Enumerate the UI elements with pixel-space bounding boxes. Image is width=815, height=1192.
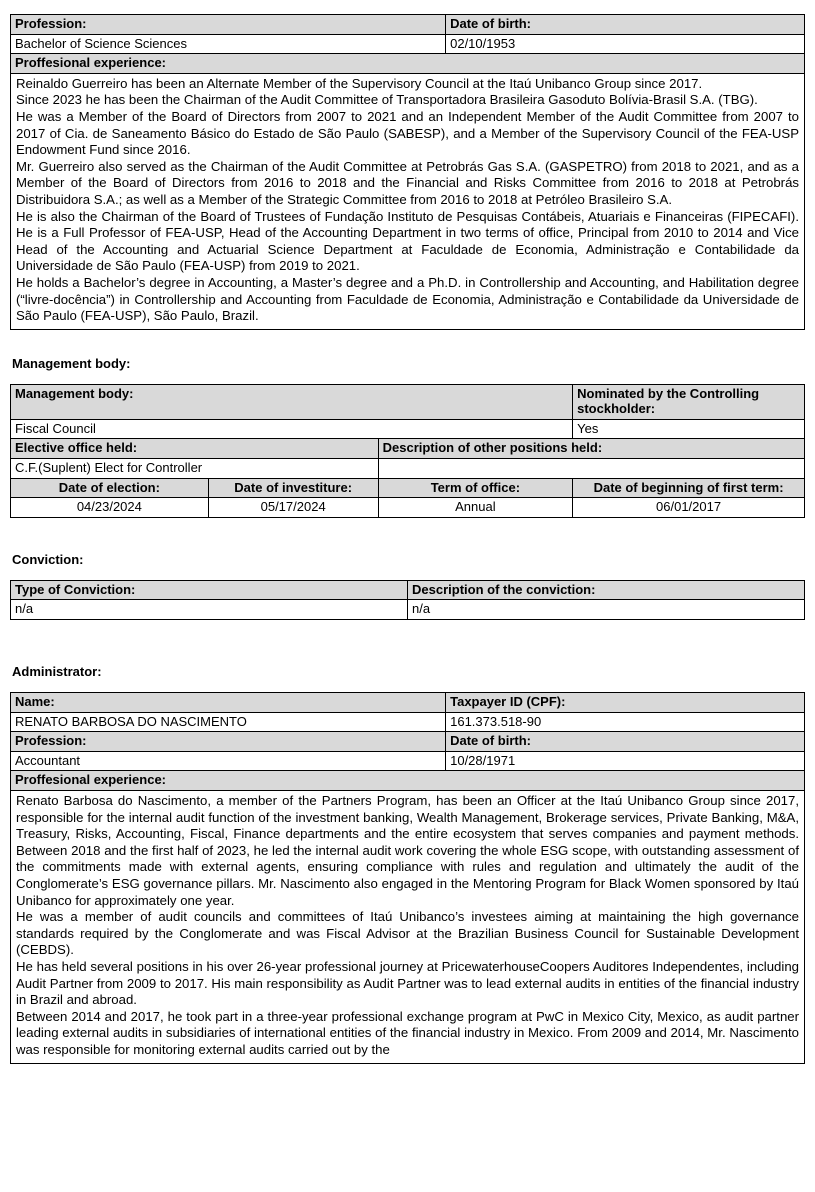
admin-cpf-value: 161.373.518-90 — [446, 712, 805, 732]
experience-text — [11, 73, 805, 329]
admin-dob-value: 10/28/1971 — [446, 751, 805, 771]
table-row — [11, 478, 805, 498]
experience-paragraph: Between 2014 and 2017, he took part in a three-year professional exchange program at PwC in Mexico City, Mexico, as audit partner leading external audits in subsidiaries of international entities of the financial industry in Mexico. From 2009 and 2014, Mr. Nascimento was responsible for monitoring external audits carried out by the — [16, 1008, 799, 1057]
administrator-section-title: Administrator: — [12, 664, 102, 680]
profession-label: Profession: — [11, 15, 446, 35]
table-row — [11, 600, 805, 620]
table-row — [11, 34, 805, 54]
election-date-label: Date of election: — [11, 478, 209, 498]
conviction-table — [10, 580, 805, 620]
conviction-type-label: Type of Conviction: — [11, 580, 408, 600]
conviction-type-value: n/a — [11, 600, 408, 620]
experience-paragraph: Reinaldo Guerreiro has been an Alternate Member of the Supervisory Council at the Itaú Unibanco Group since 2017. — [16, 75, 703, 91]
elective-office-value: C.F.(Suplent) Elect for Controller — [11, 459, 379, 479]
nominated-label: Nominated by the Controlling stockholder: — [573, 384, 805, 419]
table-row — [11, 712, 805, 732]
admin-name-label: Name: — [11, 693, 446, 713]
term-of-office-label: Term of office: — [378, 478, 573, 498]
table-row — [11, 419, 805, 439]
admin-experience-text — [11, 791, 805, 1064]
experience-paragraph: He was a member of audit councils and committees of Itaú Unibanco’s investees aiming at maintaining the high governance standards required by the Conglomerate and was Fiscal Advisor at the Brazilian Business Council for Sustainable Development (CEBDS). — [16, 909, 799, 958]
table-row — [11, 751, 805, 771]
profession-value: Bachelor of Science Sciences — [11, 34, 446, 54]
admin-name-value: RENATO BARBOSA DO NASCIMENTO — [11, 712, 446, 732]
conviction-description-value: n/a — [408, 600, 805, 620]
experience-paragraph: He has held several positions in his over 26-year professional journey at PricewaterhouseCoopers Auditores Independentes, including Audit Partner from 2009 to 2017. His main responsibility as Audit Partner was to lead external audits in entities of the financial industry in Brazil and abroad. — [16, 958, 799, 1008]
table-row — [11, 15, 805, 35]
experience-paragraph: Since 2023 he has been the Chairman of the Audit Committee of Transportadora Brasileira Gasoduto Bolívia-Brasil S.A. (TBG). — [16, 92, 758, 108]
experience-paragraph: Renato Barbosa do Nascimento, a member of the Partners Program, has been an Officer at the Itaú Unibanco Group since 2017, responsible for the internal audit function of the investment banking, Wealth Management, Brokerage services, Private Banking, M&A, Treasury, Risks, Accounting, Fiscal, Finance departments and the entire ecosystem that serves companies and payment methods. Between 2018 and the first half of 2023, he led the internal audit work covering the whole ESG scope, with outstanding assessment of the commitments made with external agents, ensuring compliance with rules and regulation and ultimately the audit of the Conglomerate’s ESG governance pillars. Mr. Nascimento also engaged in the Mentoring Program for Black Women sponsored by Itaú Unibanco for approximately one year. — [16, 793, 799, 908]
elective-office-label: Elective office held: — [11, 439, 379, 459]
experience-paragraph: He is also the Chairman of the Board of Trustees of Fundação Instituto de Pesquisas Contábeis, Atuariais e Financeiras (FIPECAFI). He is a Full Professor of FEA-USP, Head of the Accounting Department in two terms of office, Principal from 2010 to 2014 and Vice Head of the Accounting and Actuarial Science Department at Faculdade de Economia, Administração e Contabilidade da Universidade de São Paulo (FEA-USP) from 2019 to 2021. — [16, 208, 799, 274]
first-term-value: 06/01/2017 — [573, 498, 805, 518]
conviction-section-title: Conviction: — [12, 551, 84, 567]
other-positions-value — [378, 459, 804, 479]
election-date-value: 04/23/2024 — [11, 498, 209, 518]
table-row — [11, 580, 805, 600]
conviction-description-label: Description of the conviction: — [408, 580, 805, 600]
experience-label: Proffesional experience: — [11, 54, 805, 74]
first-term-label: Date of beginning of first term: — [573, 478, 805, 498]
other-positions-label: Description of other positions held: — [378, 439, 804, 459]
table-row — [11, 498, 805, 518]
administrator-table — [10, 692, 805, 1063]
table-row — [11, 73, 805, 329]
admin-cpf-label: Taxpayer ID (CPF): — [446, 693, 805, 713]
table-row — [11, 54, 805, 74]
management-body-label: Management body: — [11, 384, 573, 419]
table-row — [11, 771, 805, 791]
experience-paragraph: He was a Member of the Board of Directors from 2007 to 2021 and an Independent Member of the Audit Committee from 2007 to 2017 of Cia. de Saneamento Básico do Estado de São Paulo (SABESP), and a Member of the Supervisory Council of the FEA-USP Endowment Fund since 2016. — [16, 108, 799, 158]
experience-paragraph: He holds a Bachelor’s degree in Accounting, a Master’s degree and a Ph.D. in Controllership and Accounting, and Habilitation degree (“livre-docência”) in Controllership and Accounting from Faculdade de Economia, Administração e Contabilidade da Universidade de São Paulo (FEA-USP), São Paulo, Brazil. — [16, 274, 799, 324]
admin-experience-label: Proffesional experience: — [11, 771, 805, 791]
management-table — [10, 384, 805, 518]
experience-paragraph: Mr. Guerreiro also served as the Chairman of the Audit Committee at Petrobrás Gas S.A. (GASPETRO) from 2018 to 2021, and as a Member of the Board of Directors from 2016 to 2018 and the Financial and Risks Committee from 2016 to 2018 at Petrobrás Distribuidora S.A.; as well as a Member of the Strategic Committee from 2016 to 2018 at Petróleo Brasileiro S.A. — [16, 158, 799, 207]
table-row — [11, 693, 805, 713]
term-of-office-value: Annual — [378, 498, 573, 518]
table-row — [11, 384, 805, 419]
management-body-value: Fiscal Council — [11, 419, 573, 439]
dob-label: Date of birth: — [446, 15, 805, 35]
table-row — [11, 791, 805, 1064]
admin-profession-label: Profession: — [11, 732, 446, 752]
dob-value: 02/10/1953 — [446, 34, 805, 54]
table-row — [11, 732, 805, 752]
management-section-title: Management body: — [12, 355, 131, 371]
nominated-value: Yes — [573, 419, 805, 439]
investiture-date-label: Date of investiture: — [208, 478, 378, 498]
table-row — [11, 459, 805, 479]
admin-dob-label: Date of birth: — [446, 732, 805, 752]
table-row — [11, 439, 805, 459]
investiture-date-value: 05/17/2024 — [208, 498, 378, 518]
admin-profession-value: Accountant — [11, 751, 446, 771]
profile-table — [10, 14, 805, 330]
